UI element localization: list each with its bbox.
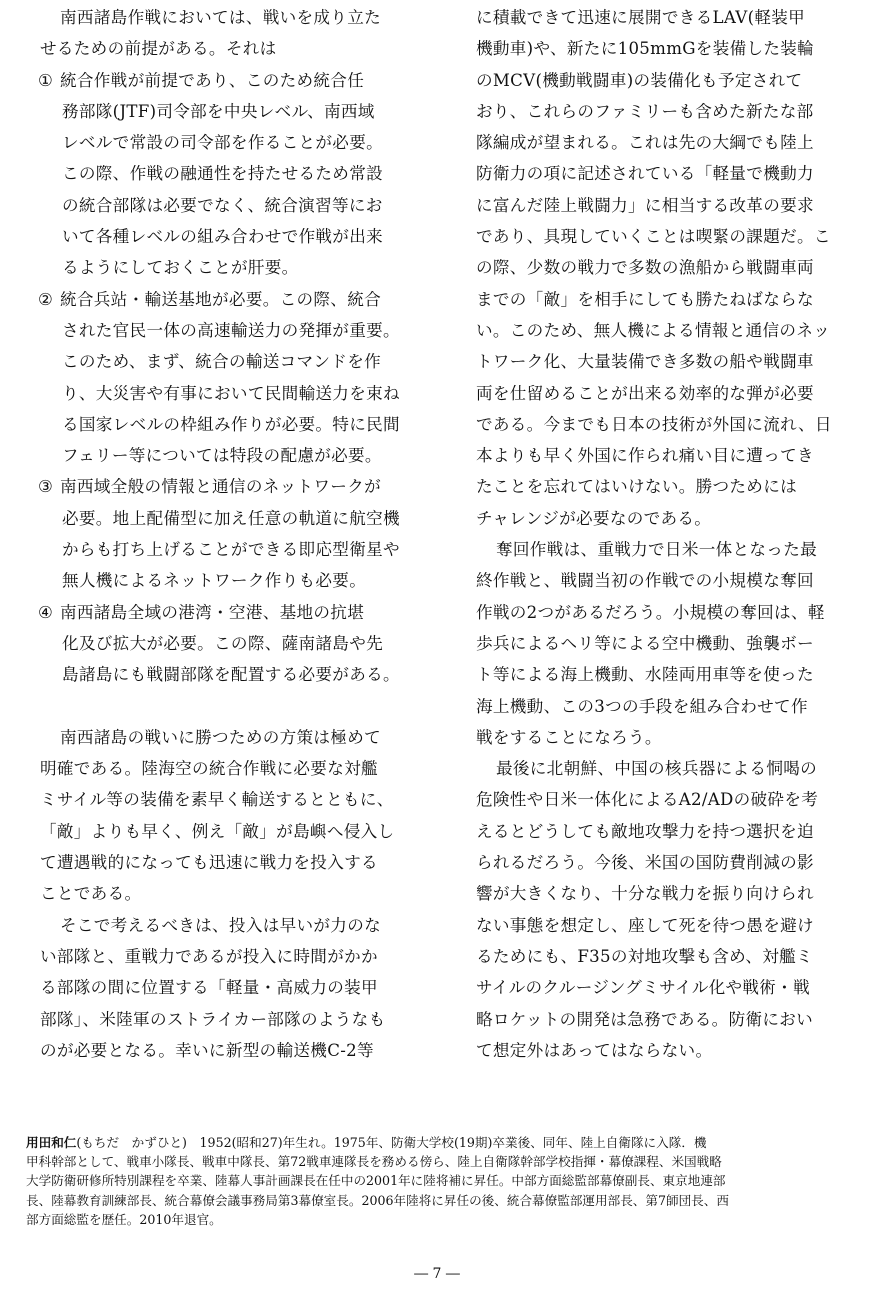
bio-line: 大学防衛研修所特別課程を卒業、陸幕人事計画課長在任中の2001年に陸将補に昇任。中部方面総監部幕僚副長、東京地連部: [26, 1173, 726, 1189]
paragraph: [40, 722, 412, 910]
text-line: るようにしておくことが肝要。: [62, 258, 299, 278]
text-line: 部隊」、米陸軍のストライカー部隊のようなも: [40, 1009, 386, 1029]
text-line: る部隊の間に位置する「軽量・高威力の装甲: [40, 978, 378, 998]
text-line: 最後に北朝鮮、中国の核兵器による恫喝の: [496, 759, 817, 779]
text-line: る国家レベルの枠組み作りが必要。特に民間: [62, 414, 400, 434]
text-line: 戦をすることになろう。: [476, 727, 662, 747]
text-line: 略ロケットの開発は急務である。防衛におい: [476, 1009, 814, 1029]
paragraph: [40, 910, 412, 1066]
text-line: の統合部隊は必要でなく、統合演習等にお: [62, 195, 383, 215]
paragraph-spacer: [40, 691, 412, 722]
text-line: 本よりも早く外国に作られ痛い目に遭ってき: [476, 446, 814, 466]
item-number: ②: [38, 289, 54, 309]
text-line: 機動車)や、新たに105mmGを装備した装輪: [476, 39, 815, 59]
page-number: ― 7 ―: [414, 1266, 460, 1282]
text-line: の際、少数の戦力で多数の漁船から戦闘車両: [476, 258, 814, 278]
text-line: せるための前提がある。それは: [40, 39, 277, 59]
bio-line: 甲科幹部として、戦車小隊長、戦車中隊長、第72戦車連隊長を務める傍ら、陸上自衛隊幹部学校指揮・幕僚課程、米国戦略: [26, 1154, 722, 1170]
intro-paragraph: [40, 2, 412, 65]
item-number: ③: [38, 477, 54, 497]
text-line: り、大災害や有事において民間輸送力を束ね: [62, 383, 400, 403]
bio-text: 1952(昭和27)年生れ。1975年、防衛大学校(19期)卒業後、同年、陸上自衛隊に入隊．機: [186, 1135, 707, 1150]
text-line: ない事態を想定し、座して死を待つ愚を避け: [476, 915, 814, 935]
text-line: られるだろう。今後、米国の国防費削減の影: [476, 853, 814, 873]
text-line: 海上機動、この3つの手段を組み合わせて作: [476, 696, 808, 716]
paragraph: [476, 534, 840, 753]
text-line: そこで考えるべきは、投入は早いが力のな: [60, 915, 381, 935]
text-line: ことである。: [40, 884, 142, 904]
text-line: 化及び拡大が必要。この際、薩南諸島や先: [62, 633, 383, 653]
text-line: のが必要となる。幸いに新型の輸送機C-2等: [40, 1040, 374, 1060]
text-line: 南西域全般の情報と通信のネットワークが: [60, 477, 381, 497]
text-line: に富んだ陸上戦闘力」に相当する改革の要求: [476, 195, 814, 215]
text-line: 奪回作戦は、重戦力で日米一体となった最: [496, 540, 817, 560]
bio-line: 長、陸幕教育訓練部長、統合幕僚会議事務局第3幕僚室長。2006年陸将に昇任の後、統合幕僚監部運用部長、第7師団長、西: [26, 1192, 729, 1208]
text-line: 防衛力の項に記述されている「軽量で機動力: [476, 164, 814, 184]
text-line: 務部隊(JTF)司令部を中央レベル、南西域: [62, 101, 375, 121]
text-line: 統合作戦が前提であり、このため統合任: [60, 70, 365, 90]
text-line: 島諸島にも戦闘部隊を配置する必要がある。: [62, 665, 400, 685]
text-line: い部隊と、重戦力であるが投入に時間がかか: [40, 946, 378, 966]
text-line: ト等による海上機動、水陸両用車等を使った: [476, 665, 814, 685]
text-line: であり、具現していくことは喫緊の課題だ。こ: [476, 227, 831, 247]
text-line: 統合兵站・輸送基地が必要。この際、統合: [60, 289, 381, 309]
text-line: までの「敵」を相手にしても勝たねばならな: [476, 289, 814, 309]
text-line: トワーク化、大量装備でき多数の船や戦闘車: [476, 352, 814, 372]
text-line: フェリー等については特段の配慮が必要。: [62, 446, 382, 466]
text-line: るためにも、F35の対地攻撃も含め、対艦ミ: [476, 946, 813, 966]
text-line: チャレンジが必要なのである。: [476, 508, 712, 528]
text-line: い。このため、無人機による情報と通信のネッ: [476, 320, 831, 340]
numbered-item-1: [40, 65, 412, 284]
author-name-reading: (もちだ かずひと): [76, 1135, 187, 1150]
text-line: 響が大きくなり、十分な戦力を振り向けられ: [476, 884, 814, 904]
text-line: 危険性や日米一体化によるA2/ADの破砕を考: [476, 790, 819, 810]
numbered-item-2: [40, 284, 412, 472]
text-line: 隊編成が望まれる。これは先の大綱でも陸上: [476, 133, 814, 153]
bio-line: 部方面総監を歴任。2010年退官。: [26, 1211, 222, 1227]
text-line: おり、これらのファミリーも含めた新たな部: [476, 101, 814, 121]
text-line: 両を仕留めることが出来る効率的な弾が必要: [476, 383, 814, 403]
text-line: このため、まず、統合の輸送コマンドを作: [62, 352, 381, 372]
text-line: えるとどうしても敵地攻撃力を持つ選択を迫: [476, 821, 814, 841]
text-line: レベルで常設の司令部を作ることが必要。: [62, 133, 383, 153]
text-line: サイルのクルージングミサイル化や戦術・戦: [476, 978, 810, 998]
paragraph: [476, 2, 840, 534]
text-line: 明確である。陸海空の統合作戦に必要な対艦: [40, 759, 378, 779]
text-line: ミサイル等の装備を素早く輸送するとともに、: [40, 790, 394, 810]
text-line: この際、作戦の融通性を持たせるため常設: [62, 164, 383, 184]
text-line: 南西諸島の戦いに勝つための方策は極めて: [60, 727, 381, 747]
text-line: 「敵」よりも早く、例え「敵」が島嶼へ侵入し: [40, 821, 395, 841]
text-line: 南西諸島全域の港湾・空港、基地の抗堪: [60, 602, 365, 622]
text-line: 歩兵によるヘリ等による空中機動、強襲ボー: [476, 633, 814, 653]
author-bio: [26, 1133, 846, 1229]
text-line: 必要。地上配備型に加え任意の軌道に航空機: [62, 508, 400, 528]
author-name: 用田和仁: [26, 1135, 77, 1150]
numbered-item-3: [40, 471, 412, 596]
text-line: 終作戦と、戦闘当初の作戦での小規模な奪回: [476, 571, 814, 591]
text-line: 南西諸島作戦においては、戦いを成り立た: [60, 8, 381, 27]
paragraph: [476, 753, 840, 1066]
text-line: て遭遇戦的になっても迅速に戦力を投入する: [40, 853, 378, 873]
text-line: のMCV(機動戦闘車)の装備化も予定されて: [476, 70, 803, 90]
text-line: 作戦の2つがあるだろう。小規模の奪回は、軽: [476, 602, 825, 622]
left-column: [40, 2, 412, 1066]
text-line: いて各種レベルの組み合わせで作戦が出来: [62, 227, 383, 247]
text-line: たことを忘れてはいけない。勝つためには: [476, 477, 797, 497]
numbered-item-4: [40, 597, 412, 691]
text-line: からも打ち上げることができる即応型衛星や: [62, 540, 400, 560]
text-line: て想定外はあってはならない。: [476, 1040, 713, 1060]
item-number: ④: [38, 602, 54, 622]
text-line: に積載できて迅速に展開できるLAV(軽装甲: [476, 8, 806, 27]
text-line: された官民一体の高速輸送力の発揮が重要。: [62, 320, 400, 340]
text-line: 無人機によるネットワーク作りも必要。: [62, 571, 367, 591]
right-column: [476, 2, 840, 1066]
item-number: ①: [38, 70, 54, 90]
text-line: である。今までも日本の技術が外国に流れ、日: [476, 414, 832, 434]
